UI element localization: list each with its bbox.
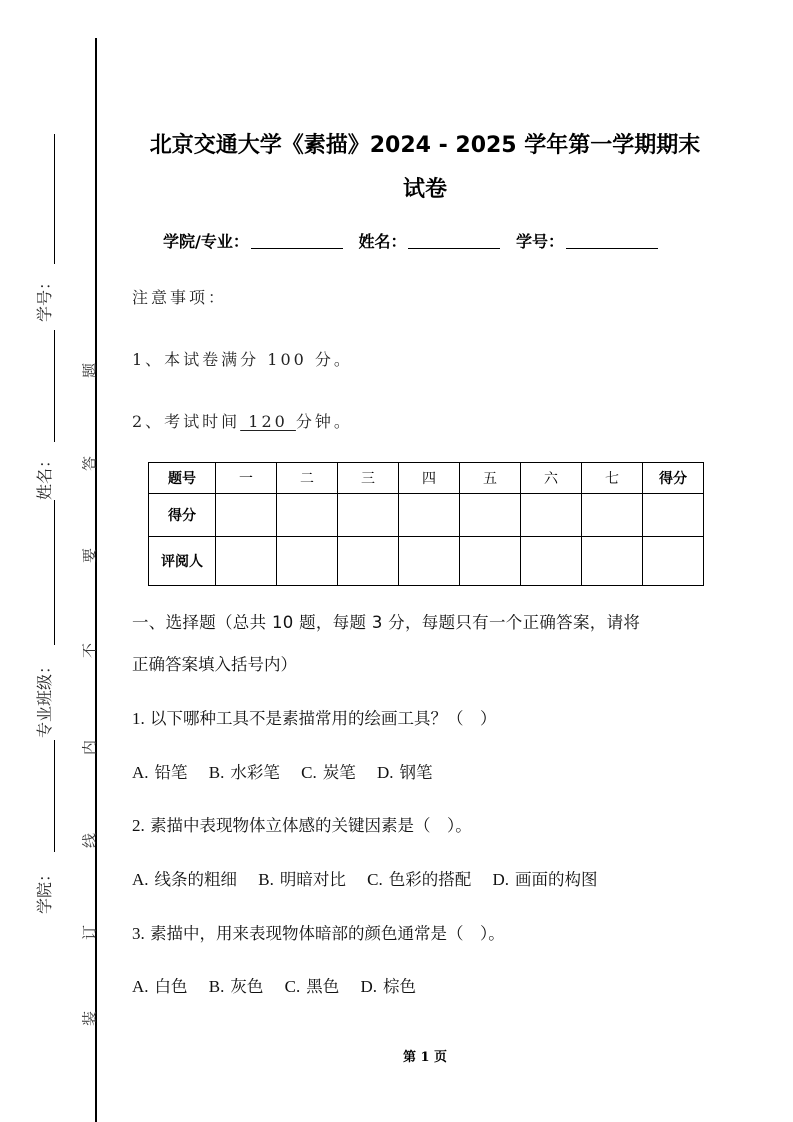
name-line — [54, 330, 55, 442]
question-text: 素描中，用来表现物体暗部的颜色通常是（ ）。 — [150, 924, 505, 943]
question-2-options — [132, 866, 614, 890]
reviewer-cell[interactable] — [216, 537, 277, 586]
margin-class-label: 专业班级： — [35, 657, 54, 738]
notice-item-2 — [132, 409, 353, 432]
option-c[interactable]: C. 色彩的搭配 — [367, 870, 472, 889]
option-a[interactable]: A. 线条的粗细 — [132, 870, 238, 889]
row-label: 评阅人 — [149, 537, 216, 586]
student-id-line — [54, 134, 55, 264]
row-label: 得分 — [149, 494, 216, 537]
section-heading-line-1: 一、选择题（总共 10 题，每题 3 分，每题只有一个正确答案，请将 — [132, 613, 641, 632]
score-cell[interactable] — [399, 494, 460, 537]
name-label: 姓名： — [358, 232, 407, 251]
option-b[interactable]: B. 明暗对比 — [258, 870, 346, 889]
header-cell: 一 — [216, 463, 277, 494]
margin-name-label: 姓名： — [35, 451, 54, 500]
reviewer-cell[interactable] — [582, 537, 643, 586]
binding-rule — [95, 38, 97, 1122]
question-text: 素描中表现物体立体感的关键因素是（ ）。 — [150, 816, 472, 835]
reviewer-cell[interactable] — [399, 537, 460, 586]
question-number: 1. — [132, 709, 145, 728]
title-line-1: 北京交通大学《素描》2024 - 2025 学年第一学期期末 — [149, 133, 701, 158]
header-cell: 得分 — [643, 463, 704, 494]
section-heading-line-2: 正确答案填入括号内） — [132, 655, 297, 674]
notice-item-1: 1、本试卷满分 100 分。 — [132, 350, 353, 369]
exam-title — [120, 124, 730, 212]
reviewer-cell[interactable] — [338, 537, 399, 586]
seal-char: 题 — [80, 363, 99, 379]
seal-char: 订 — [80, 925, 99, 941]
option-b[interactable]: B. 水彩笔 — [208, 763, 280, 782]
reviewer-cell[interactable] — [460, 537, 521, 586]
question-3 — [132, 920, 505, 944]
header-cell: 四 — [399, 463, 460, 494]
margin-student-id-label: 学号： — [35, 273, 54, 322]
option-d[interactable]: D. 钢笔 — [376, 763, 433, 782]
score-cell[interactable] — [521, 494, 582, 537]
header-cell: 七 — [582, 463, 643, 494]
score-table-header — [149, 463, 704, 494]
seal-char: 装 — [80, 1011, 99, 1027]
reviewer-cell[interactable] — [643, 537, 704, 586]
question-3-options — [132, 973, 432, 997]
reviewer-cell[interactable] — [521, 537, 582, 586]
notice-item-2-prefix: 2、考试时间 — [132, 412, 241, 431]
table-row-score — [149, 494, 704, 537]
score-cell[interactable] — [216, 494, 277, 537]
score-cell[interactable] — [338, 494, 399, 537]
header-cell: 题号 — [149, 463, 216, 494]
reviewer-cell[interactable] — [277, 537, 338, 586]
exam-duration-value: 120 — [240, 412, 296, 431]
question-2 — [132, 812, 472, 836]
seal-char: 线 — [80, 833, 99, 849]
seal-char: 不 — [80, 643, 99, 659]
question-number: 3. — [132, 924, 145, 943]
score-cell[interactable] — [460, 494, 521, 537]
option-b[interactable]: B. 灰色 — [208, 977, 264, 996]
question-1-options — [132, 759, 449, 783]
header-cell: 三 — [338, 463, 399, 494]
score-cell[interactable] — [277, 494, 338, 537]
score-table — [148, 462, 704, 586]
option-d[interactable]: D. 棕色 — [360, 977, 416, 996]
header-cell: 五 — [460, 463, 521, 494]
notice-heading: 注意事项： — [132, 288, 228, 307]
seal-char: 答 — [80, 456, 99, 472]
seal-char: 内 — [80, 740, 99, 756]
student-info-row — [163, 229, 668, 252]
college-major-field[interactable] — [251, 232, 343, 249]
option-c[interactable]: C. 炭笔 — [301, 763, 356, 782]
score-cell[interactable] — [643, 494, 704, 537]
score-cell[interactable] — [582, 494, 643, 537]
margin-college-label: 学院： — [35, 865, 54, 914]
seal-char: 要 — [80, 548, 99, 564]
name-field[interactable] — [408, 232, 500, 249]
option-c[interactable]: C. 黑色 — [284, 977, 340, 996]
question-text: 以下哪种工具不是素描常用的绘画工具？（ ） — [150, 709, 497, 728]
page-number: 第 1 页 — [402, 1050, 448, 1065]
question-number: 2. — [132, 816, 145, 835]
notice-item-2-suffix: 分钟。 — [295, 412, 353, 431]
table-row-reviewer — [149, 537, 704, 586]
question-1 — [132, 705, 497, 729]
title-line-2: 试卷 — [402, 177, 447, 202]
option-a[interactable]: A. 铅笔 — [132, 763, 188, 782]
college-major-label: 学院/专业： — [163, 232, 249, 251]
student-id-field[interactable] — [566, 232, 658, 249]
header-cell: 六 — [521, 463, 582, 494]
option-a[interactable]: A. 白色 — [132, 977, 188, 996]
student-id-label: 学号： — [516, 232, 565, 251]
option-d[interactable]: D. 画面的构图 — [492, 870, 598, 889]
header-cell: 二 — [277, 463, 338, 494]
